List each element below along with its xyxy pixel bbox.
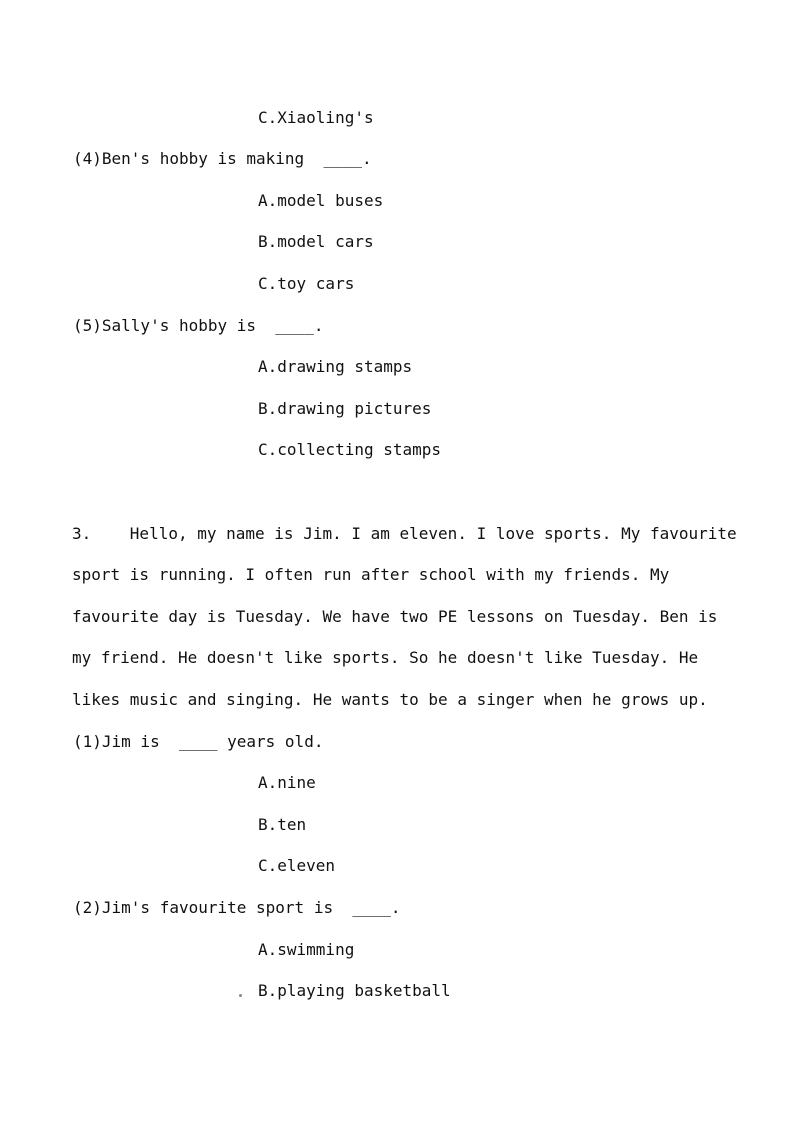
question-5: (5)Sally's hobby is ____. — [73, 316, 324, 335]
s3q1-option-c: C.eleven — [258, 856, 336, 875]
q5-option-b: B.drawing pictures — [258, 399, 432, 418]
q4-option-c: C.toy cars — [258, 274, 355, 293]
passage-line-3: favourite day is Tuesday. We have two PE lessons on Tuesday. Ben is — [72, 607, 718, 626]
q3-option-c: C.Xiaoling's — [258, 108, 374, 127]
section3-question-2: (2)Jim's favourite sport is ____. — [73, 898, 401, 917]
q5-option-a: A.drawing stamps — [258, 357, 413, 376]
q4-option-b: B.model cars — [258, 232, 374, 251]
stray-dot-marker — [239, 994, 242, 997]
s3q1-option-b: B.ten — [258, 815, 307, 834]
section3-question-1: (1)Jim is ____ years old. — [73, 732, 324, 751]
passage-line-2: sport is running. I often run after school with my friends. My — [72, 565, 670, 584]
passage-line-1: 3. Hello, my name is Jim. I am eleven. I love sports. My favourite — [72, 524, 737, 543]
question-4: (4)Ben's hobby is making ____. — [73, 149, 372, 168]
q5-option-c: C.collecting stamps — [258, 440, 442, 459]
s3q2-option-b: B.playing basketball — [258, 981, 451, 1000]
passage-line-5: likes music and singing. He wants to be a singer when he grows up. — [72, 690, 708, 709]
q4-option-a: A.model buses — [258, 191, 384, 210]
s3q2-option-a: A.swimming — [258, 940, 355, 959]
passage-line-4: my friend. He doesn't like sports. So he doesn't like Tuesday. He — [72, 648, 699, 667]
s3q1-option-a: A.nine — [258, 773, 316, 792]
